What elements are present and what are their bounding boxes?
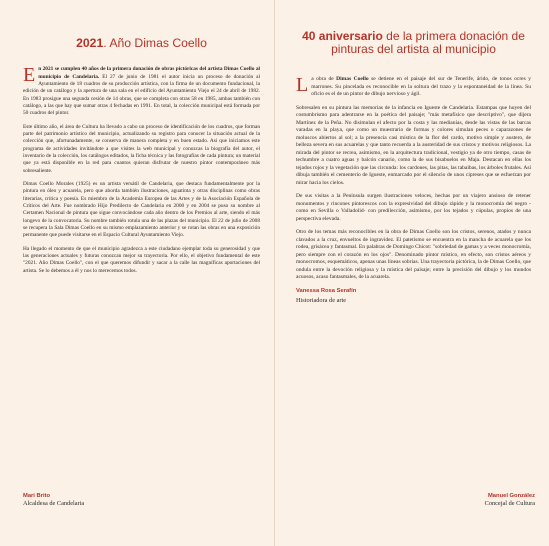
title-bold: 40 aniversario (302, 29, 383, 43)
signature-role: Concejal de Cultura (484, 500, 535, 507)
artist-name: Dimas Coello (336, 76, 369, 83)
title-year: 2021 (76, 36, 104, 50)
author-signature (296, 288, 531, 305)
left-body (23, 66, 260, 275)
right-paragraph-1 (296, 76, 531, 98)
author-role: Historiadora de arte (296, 296, 347, 304)
left-paragraph-2: Este último año, el área de Cultura ha llevado a cabo un proceso de identificación de los cuadros, que forman parte del patrimonio artístico del municipio, actualizando su registro para conocer la situación actual de la colección que, afortunadamente, se conserva de manera completa y en buen estado. Así que iniciamos este programa de actividades invitándote a que visites la web municipal y conozcas la biografía del autor, el inventario de la colección, los catálogos editados, la ficha técnica y las fotografías de cada pintura; un material que ya está disponible en la red para cuantos quieran disfrutar de nuestro pintor contemporáneo más sobresaliente. (23, 123, 260, 174)
right-paragraph-2: Sobresalen en su pintura las memorias de la infancia en Igueste de Candelaria. Estampas que huyen del costumbrismo para adentrarse en la poética del paisaje; "más metafísico que descriptivo", que dijera Martínez de la Peña. No disimulan el afecto por la costa y las medianías, desde las vistas de las barcas varadas en la playa, que como un muestrario de formas y colores simulan peces o caparazones de moluscos abiertos al sol; a la presencia casi mística de la flor del cardo, motivo simple y austero, de belleza severa en sus acuarelas y que tanto recuerda a la austeridad de sus cristos y motivos religiosos. La mirada del pintor se recrea, asimismo, en la arquitectura tradicional, vestigio ya de otro tiempo, casas de techumbre a cuatro aguas y balcón canario, como la de sus bisabuelos en Maja. Destacan en ellas los tejados rojos y la vegetación que las circunda: los cardones, las pitas, las tabaibas, los árboles frutales. Así dibuja también el cementerio de Igueste, enmarcado por el silencio de unos cipreses que se esfuerzan por mirar hacia los cielos. (296, 104, 531, 186)
author-name: Vanessa Rosa Serafín (296, 287, 357, 294)
text-run: se detiene en el paisaje del sur de Tenerife, árido, de tonos ocres y marrones. Su pincelada es reconocible en la soltura del trazo y la espontaneidad de la línea. Su oficio es el de un pintor de dibujo nervioso y ágil. (311, 76, 532, 98)
lead-rest: El 27 de junio de 1981 el autor inicia un proceso de donación al Ayuntamiento de 18 cuadros de su producción artística, con la firma de un documento fundacional, la edición de un catálogo y la apertura de una sala en el edificio del Ayuntamiento Viejo el 24 de abril de 1982. En 1983 prosigue una segunda cesión de 14 obras, que se completa con otras 58 en 1985, ambas también con catálogo, a las que hay que sumar otras 4 fechadas en 1991. En total, la colección municipal está formada por 50 cuadros del pintor. (23, 73, 261, 117)
left-page (0, 0, 274, 546)
left-paragraph-4: Ha llegado el momento de que el municipio agradezca a este ciudadano ejemplar toda su generosidad y que las generaciones actuales y futuras conozcan mejor su trayectoria. Por ello, el objetivo fundamental de este "2021. Año Dimas Coello", con el que queremos difundir y sacar a la calle las magníficas aportaciones del artista. Se lo debemos a él y nos lo merecemos todos. (23, 245, 260, 274)
drop-cap: E (23, 64, 36, 87)
signature-role: Alcaldesa de Candelaria (23, 500, 85, 507)
title-rest: de la primera donación de pinturas del artista al municipio (331, 29, 525, 57)
left-paragraph-1 (23, 66, 260, 117)
right-page (275, 0, 549, 546)
right-paragraph-3: De sus visitas a la Península surgen ilustraciones veloces, hechas por un viajero ansioso de retener monumentos y rincones pintorescos con la expresividad del dibujo rápido y la monocromía del negro -como en Sevilla o Valladolid- con predilección, asimismo, por los tejados y cúpulas, propios de una perspectiva elevada. (296, 193, 531, 222)
lead-bold: n 2021 se cumplen 40 años de la primera donación de obras pictóricas del artista Dimas Coello al municipio de Candelaria. (38, 66, 260, 80)
title-rest: . Año Dimas Coello (103, 36, 207, 50)
text-run: a obra de (311, 76, 337, 83)
signature-name: Mari Brito (23, 493, 51, 499)
right-title (296, 30, 531, 56)
signature-name: Manuel González (487, 493, 535, 499)
left-title (23, 30, 260, 50)
left-paragraph-3: Dimas Coello Morales (1925) es un artista versátil de Candelaria, que destaca fundamentalmente por la pintura en óleo y acuarela, pero que aborda también ilustraciones, aguatinta y otras disciplinas como obras literarias, crítica y poesía. Es miembro de la Academia Europea de las Artes y de la Asociación Española de Críticos del Arte. Fue nombrado Hijo Predilecto de Candelaria en 2000 y en 2004 se puso su nombre al Certamen Nacional de pintura que sigue convocándose cada año dentro de los Premios al arte, siendo el más longevo de la convocatoria. Su nombre también rotula una de las plazas del municipio. El 22 de julio de 2008 se recupera la Sala Dimas Coello en su mismo emplazamiento anterior y se rotan las obras en una exposición permanente que puede visitarse en el Espacio Cultural Ayuntamiento Viejo. (23, 181, 260, 239)
right-paragraph-4: Otro de los temas más reconocibles en la obra de Dimas Coello son los cristos, serenos, atados y nunca clavados a la cruz, envueltos de ingravidez. El patetismo se encuentra en la mancha de acuarela que los rodea, grisácea y fantasmal. En palabras de Domingo Chicot: "sobriedad de gamas y a veces monocromía, pero siempre con el corazón en los ojos". Denominado pintor místico, en efecto, son cristos aéreos y monocromos, esquemáticos, apenas unas líneas sobrias. Una trayectoria pictórica, la de Dimas Coello, que ondula entre la devoción religiosa y la mística del paisaje; entre la precisión del dibujo y los mundos acuosos, acaso fantasmales, de la acuarela. (296, 229, 531, 281)
signature-mayor (23, 493, 84, 507)
right-body (296, 76, 531, 305)
drop-cap: L (296, 74, 309, 97)
